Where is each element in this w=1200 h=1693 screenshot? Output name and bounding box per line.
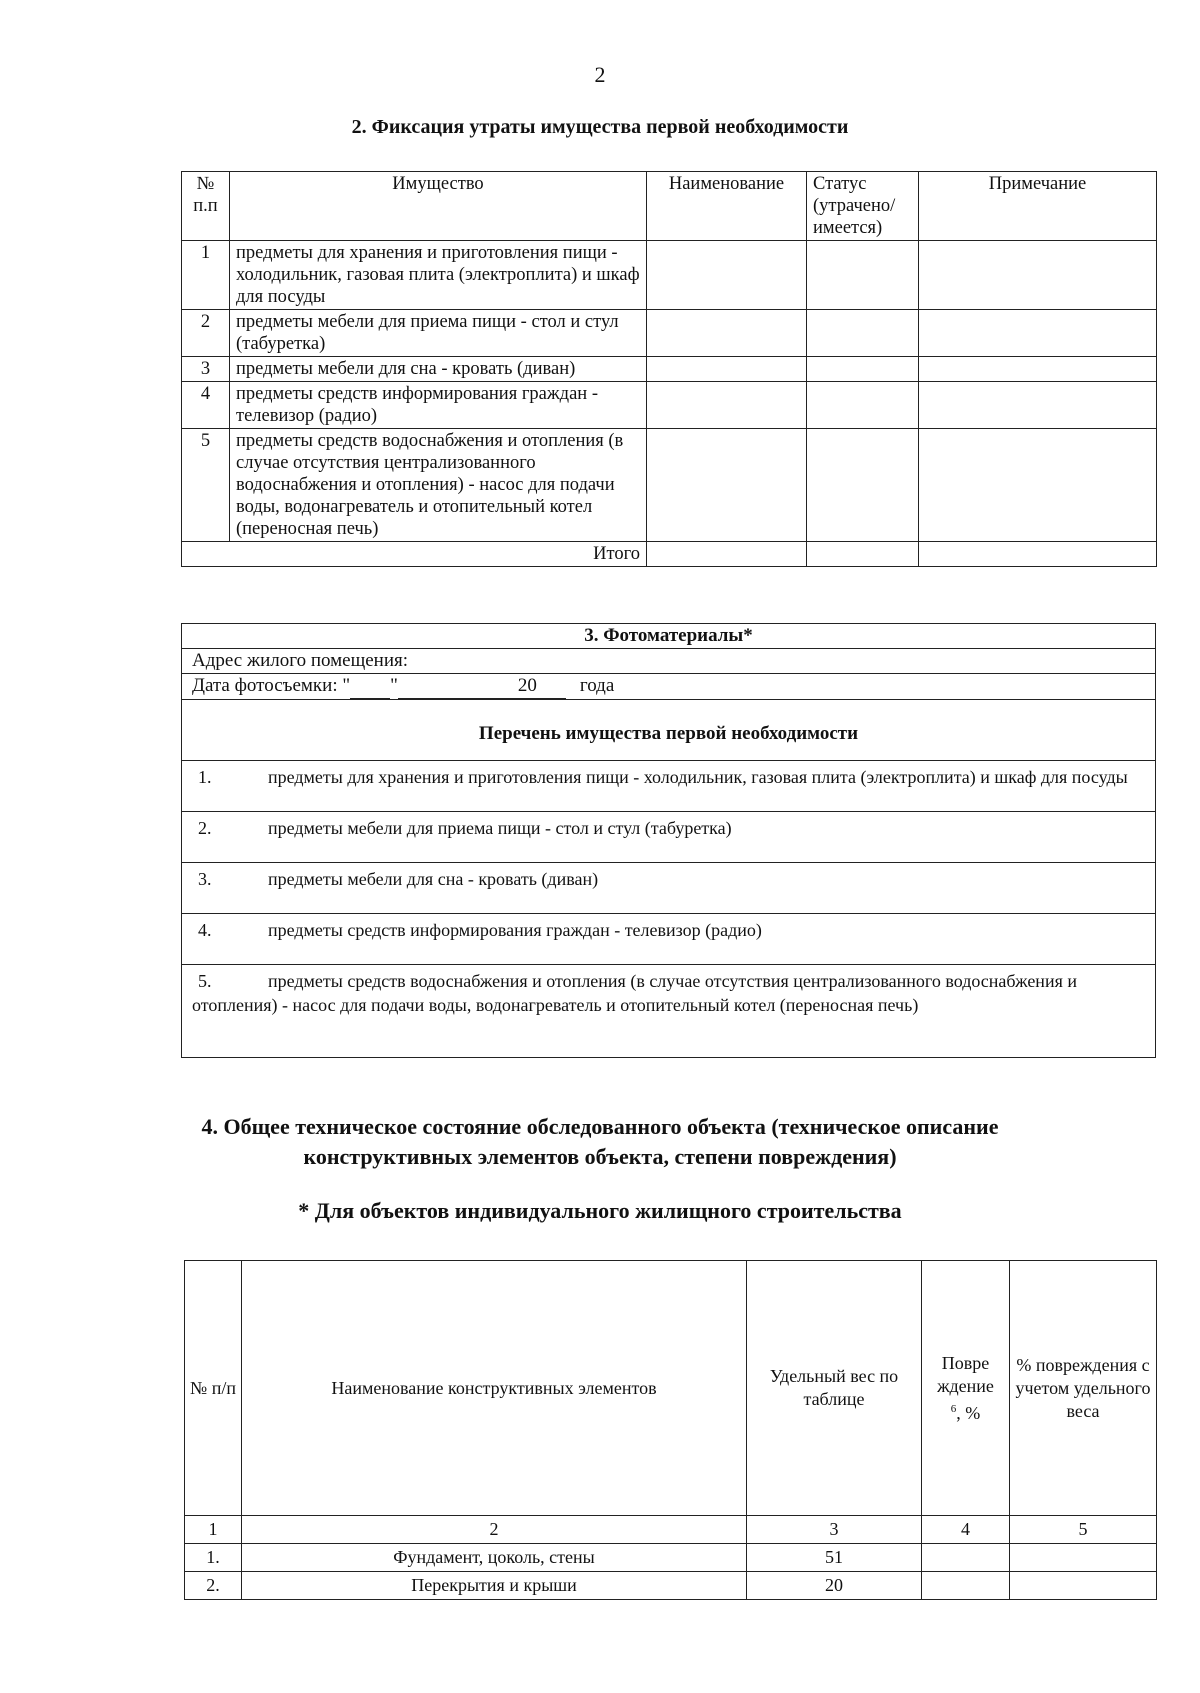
- row-num: 4: [182, 382, 230, 429]
- row-property: предметы мебели для приема пищи - стол и стул (табуретка): [230, 310, 647, 357]
- header-weight: Удельный вес по таблице: [747, 1261, 922, 1516]
- section4-title: [0, 1112, 1200, 1172]
- table-row: [182, 382, 1157, 429]
- address-label: Адрес жилого помещения:: [182, 649, 1156, 674]
- column-number-row: [185, 1516, 1157, 1544]
- list-item-text: предметы мебели для сна - кровать (диван): [268, 869, 599, 889]
- row-status-cell: [807, 382, 919, 429]
- header-num: № п/п: [185, 1261, 242, 1516]
- row-note-cell: [919, 382, 1157, 429]
- photo-date-row: [182, 674, 1156, 700]
- header-damage: [922, 1261, 1010, 1516]
- day-blank: [350, 674, 390, 699]
- row-name-cell: [647, 357, 807, 382]
- row-note-cell: [919, 310, 1157, 357]
- total-row: [182, 542, 1157, 567]
- list-item-num: 5.: [198, 971, 212, 991]
- section4-title-line1: 4. Общее техническое состояние обследованного объекта (техническое описание: [201, 1114, 999, 1139]
- list-item-text: предметы средств водоснабжения и отопления (в случае отсутствия централизованного водоснабжения и отопления) - насос для подачи воды, водонагреватель и отопительный котел (переносная печь): [192, 971, 1077, 1015]
- page-number: 2: [594, 62, 606, 87]
- table-header-row: [185, 1261, 1157, 1516]
- section4-subtitle: * Для объектов индивидуального жилищного строительства: [298, 1198, 902, 1223]
- date-label: Дата фотосъемки: ": [192, 675, 351, 696]
- row-property: предметы средств информирования граждан - телевизор (радио): [230, 382, 647, 429]
- header-damage-text: Повре ждение: [937, 1352, 994, 1396]
- row-property: предметы для хранения и приготовления пищи - холодильник, газовая плита (электроплита) и шкаф для посуды: [230, 241, 647, 310]
- section2-title: 2. Фиксация утраты имущества первой необходимости: [351, 116, 849, 138]
- row-status-cell: [807, 310, 919, 357]
- row-note-cell: [919, 429, 1157, 542]
- header-pct: % повреждения с учетом удельного веса: [1010, 1261, 1157, 1516]
- list-item-num: 4.: [198, 920, 212, 940]
- header-property: Имущество: [230, 172, 647, 241]
- month-blank: [398, 674, 518, 699]
- total-label: Итого: [182, 542, 647, 567]
- row-num: 1.: [185, 1544, 242, 1572]
- header-num: № п.п: [182, 172, 230, 241]
- section4-title-line2: конструктивных элементов объекта, степени повреждения): [303, 1144, 897, 1169]
- table-header-row: [182, 172, 1157, 241]
- row-weight: 51: [747, 1544, 922, 1572]
- list-item: [182, 863, 1156, 914]
- row-pct-cell: [1010, 1544, 1157, 1572]
- row-num: 5: [182, 429, 230, 542]
- row-note-cell: [919, 241, 1157, 310]
- list-item-text: предметы мебели для приема пищи - стол и стул (табуретка): [268, 818, 732, 838]
- header-damage-unit: , %: [956, 1402, 981, 1423]
- list-item: [182, 761, 1156, 812]
- list-item-text: предметы средств информирования граждан - телевизор (радио): [268, 920, 762, 940]
- year-suffix: года: [579, 675, 615, 696]
- row-weight: 20: [747, 1572, 922, 1600]
- technical-condition-table: [184, 1260, 1157, 1600]
- row-num: 3: [182, 357, 230, 382]
- table-row: [182, 241, 1157, 310]
- row-status-cell: [807, 241, 919, 310]
- list-item-num: 3.: [198, 869, 212, 889]
- table-row: [182, 429, 1157, 542]
- header-name: Наименование: [647, 172, 807, 241]
- section3-title: 3. Фотоматериалы*: [182, 624, 1156, 649]
- column-number: 2: [242, 1516, 747, 1544]
- total-name-cell: [647, 542, 807, 567]
- list-item-num: 1.: [198, 767, 212, 787]
- row-status-cell: [807, 357, 919, 382]
- row-damage-cell: [922, 1544, 1010, 1572]
- header-status: Статус (утрачено/ имеется): [807, 172, 919, 241]
- row-status-cell: [807, 429, 919, 542]
- row-name: Фундамент, цоколь, стены: [242, 1544, 747, 1572]
- list-item: [182, 914, 1156, 965]
- row-name-cell: [647, 429, 807, 542]
- row-damage-cell: [922, 1572, 1010, 1600]
- list-item-text: предметы для хранения и приготовления пищи - холодильник, газовая плита (электроплита) и шкаф для посуды: [268, 767, 1128, 787]
- date-quote: ": [390, 675, 398, 696]
- property-loss-table: [181, 171, 1157, 567]
- row-note-cell: [919, 357, 1157, 382]
- row-name-cell: [647, 310, 807, 357]
- row-property: предметы средств водоснабжения и отопления (в случае отсутствия централизованного водоснабжения и отопления) - насос для подачи воды, водонагреватель и отопительный котел (переносная печь): [230, 429, 647, 542]
- table-row: [182, 310, 1157, 357]
- table-row: [185, 1544, 1157, 1572]
- column-number: 4: [922, 1516, 1010, 1544]
- row-name: Перекрытия и крыши: [242, 1572, 747, 1600]
- header-note: Примечание: [919, 172, 1157, 241]
- column-number: 1: [185, 1516, 242, 1544]
- row-property: предметы мебели для сна - кровать (диван): [230, 357, 647, 382]
- column-number: 5: [1010, 1516, 1157, 1544]
- header-damage-footnote: 6: [950, 1402, 957, 1415]
- row-num: 2: [182, 310, 230, 357]
- table-row: [185, 1572, 1157, 1600]
- table-row: [182, 357, 1157, 382]
- total-note-cell: [919, 542, 1157, 567]
- row-num: 1: [182, 241, 230, 310]
- row-pct-cell: [1010, 1572, 1157, 1600]
- column-number: 3: [747, 1516, 922, 1544]
- header-name: Наименование конструктивных элементов: [242, 1261, 747, 1516]
- list-item: [182, 812, 1156, 863]
- row-name-cell: [647, 241, 807, 310]
- list-item-num: 2.: [198, 818, 212, 838]
- total-status-cell: [807, 542, 919, 567]
- list-item: [182, 965, 1156, 1058]
- row-num: 2.: [185, 1572, 242, 1600]
- year-prefix: 20: [518, 674, 566, 699]
- photomaterials-table: [181, 623, 1156, 1058]
- list-title: Перечень имущества первой необходимости: [182, 700, 1156, 761]
- row-name-cell: [647, 382, 807, 429]
